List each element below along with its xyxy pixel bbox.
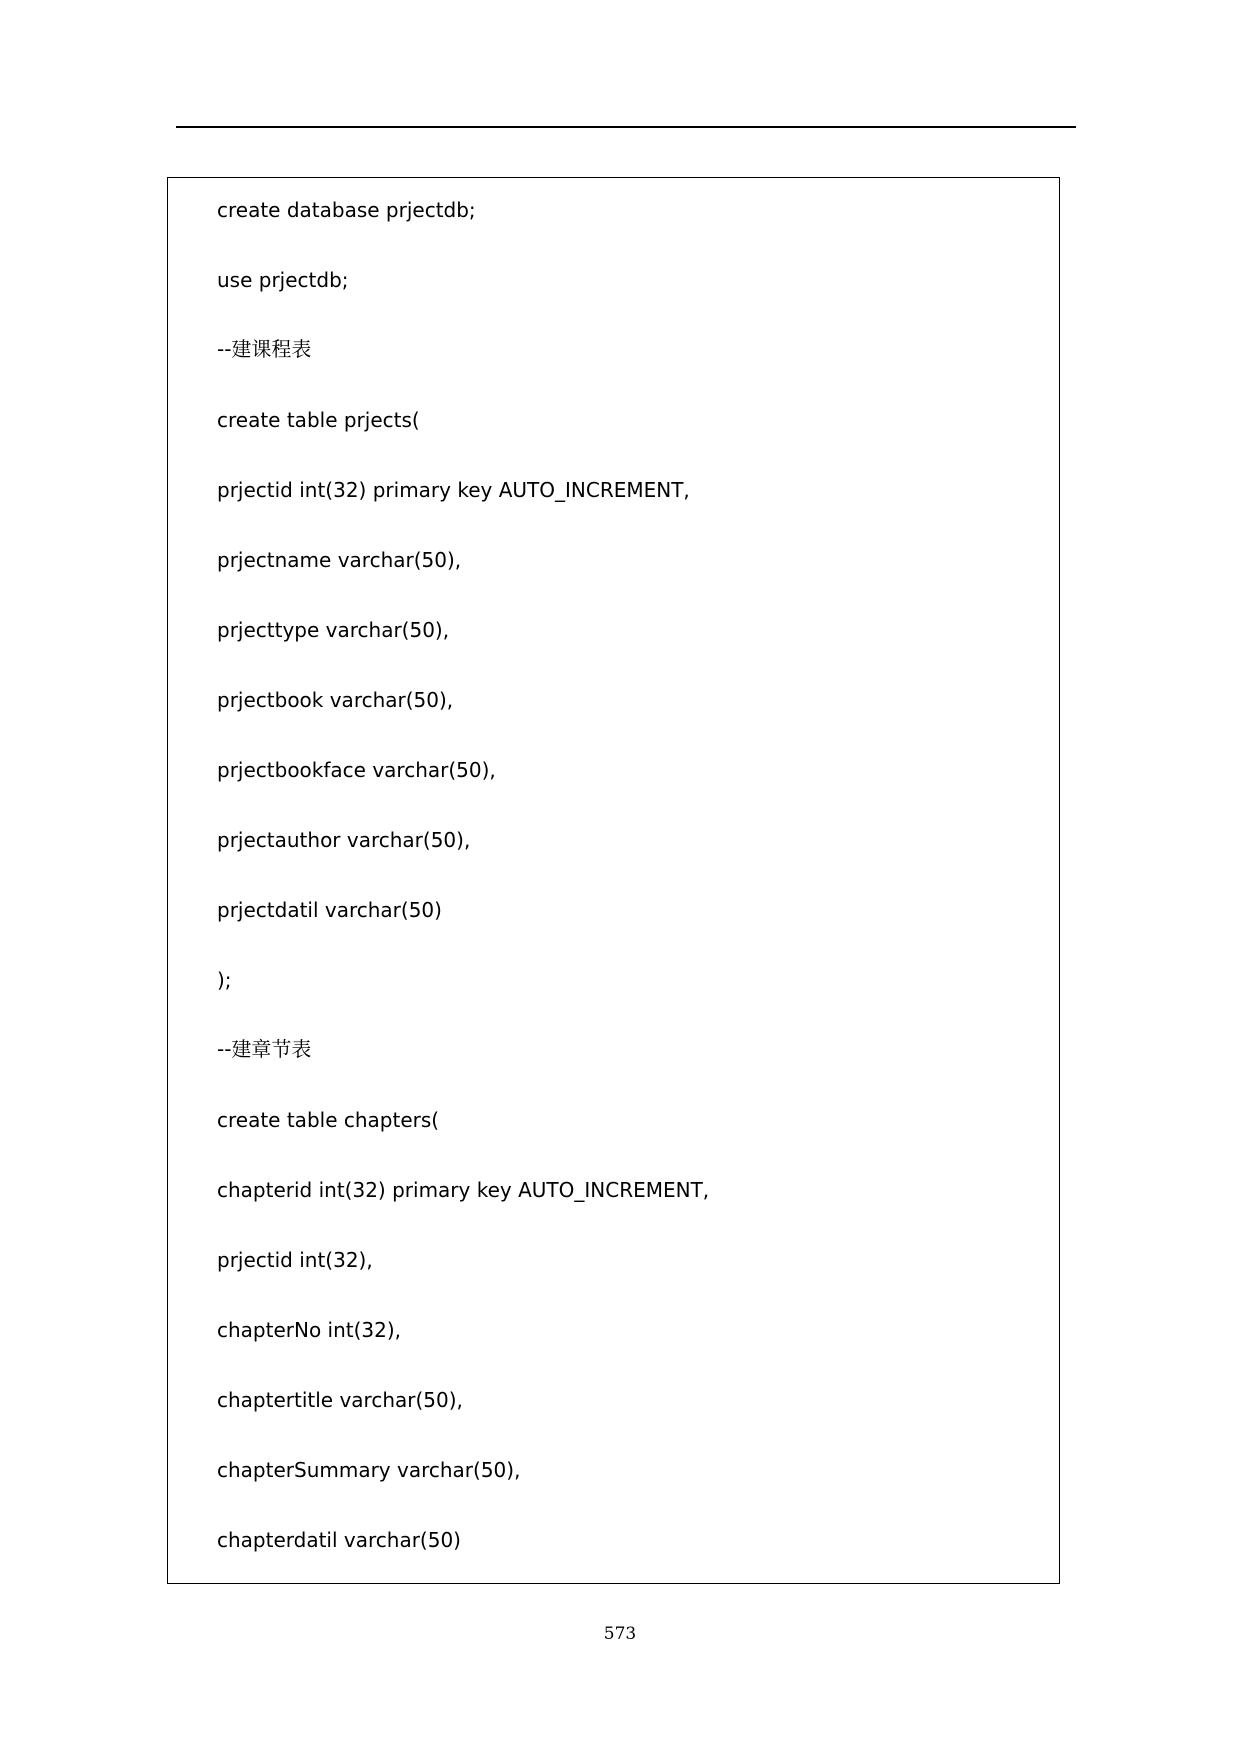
code-comment: --建章节表	[217, 1037, 312, 1061]
code-line: prjectid int(32) primary key AUTO_INCREMENT,	[217, 478, 690, 502]
code-line: prjectname varchar(50),	[217, 548, 462, 572]
code-line: prjecttype varchar(50),	[217, 618, 450, 642]
code-line: chapterdatil varchar(50)	[217, 1528, 461, 1552]
code-line: prjectauthor varchar(50),	[217, 828, 471, 852]
header-rule	[176, 126, 1076, 128]
code-line: chapterSummary varchar(50),	[217, 1458, 521, 1482]
code-line: chaptertitle varchar(50),	[217, 1388, 463, 1412]
code-line: use prjectdb;	[217, 268, 349, 292]
code-line: create table prjects(	[217, 408, 420, 432]
code-listing-box	[167, 177, 1060, 1584]
code-line: create database prjectdb;	[217, 198, 476, 222]
code-comment: --建课程表	[217, 337, 312, 361]
page-number: 573	[603, 1624, 637, 1644]
code-line: prjectbook varchar(50),	[217, 688, 454, 712]
code-line: prjectdatil varchar(50)	[217, 898, 442, 922]
code-line: prjectbookface varchar(50),	[217, 758, 496, 782]
code-line: );	[217, 968, 232, 992]
code-line: chapterid int(32) primary key AUTO_INCREMENT,	[217, 1178, 710, 1202]
code-line: create table chapters(	[217, 1108, 440, 1132]
code-line: prjectid int(32),	[217, 1248, 373, 1272]
code-line: chapterNo int(32),	[217, 1318, 402, 1342]
